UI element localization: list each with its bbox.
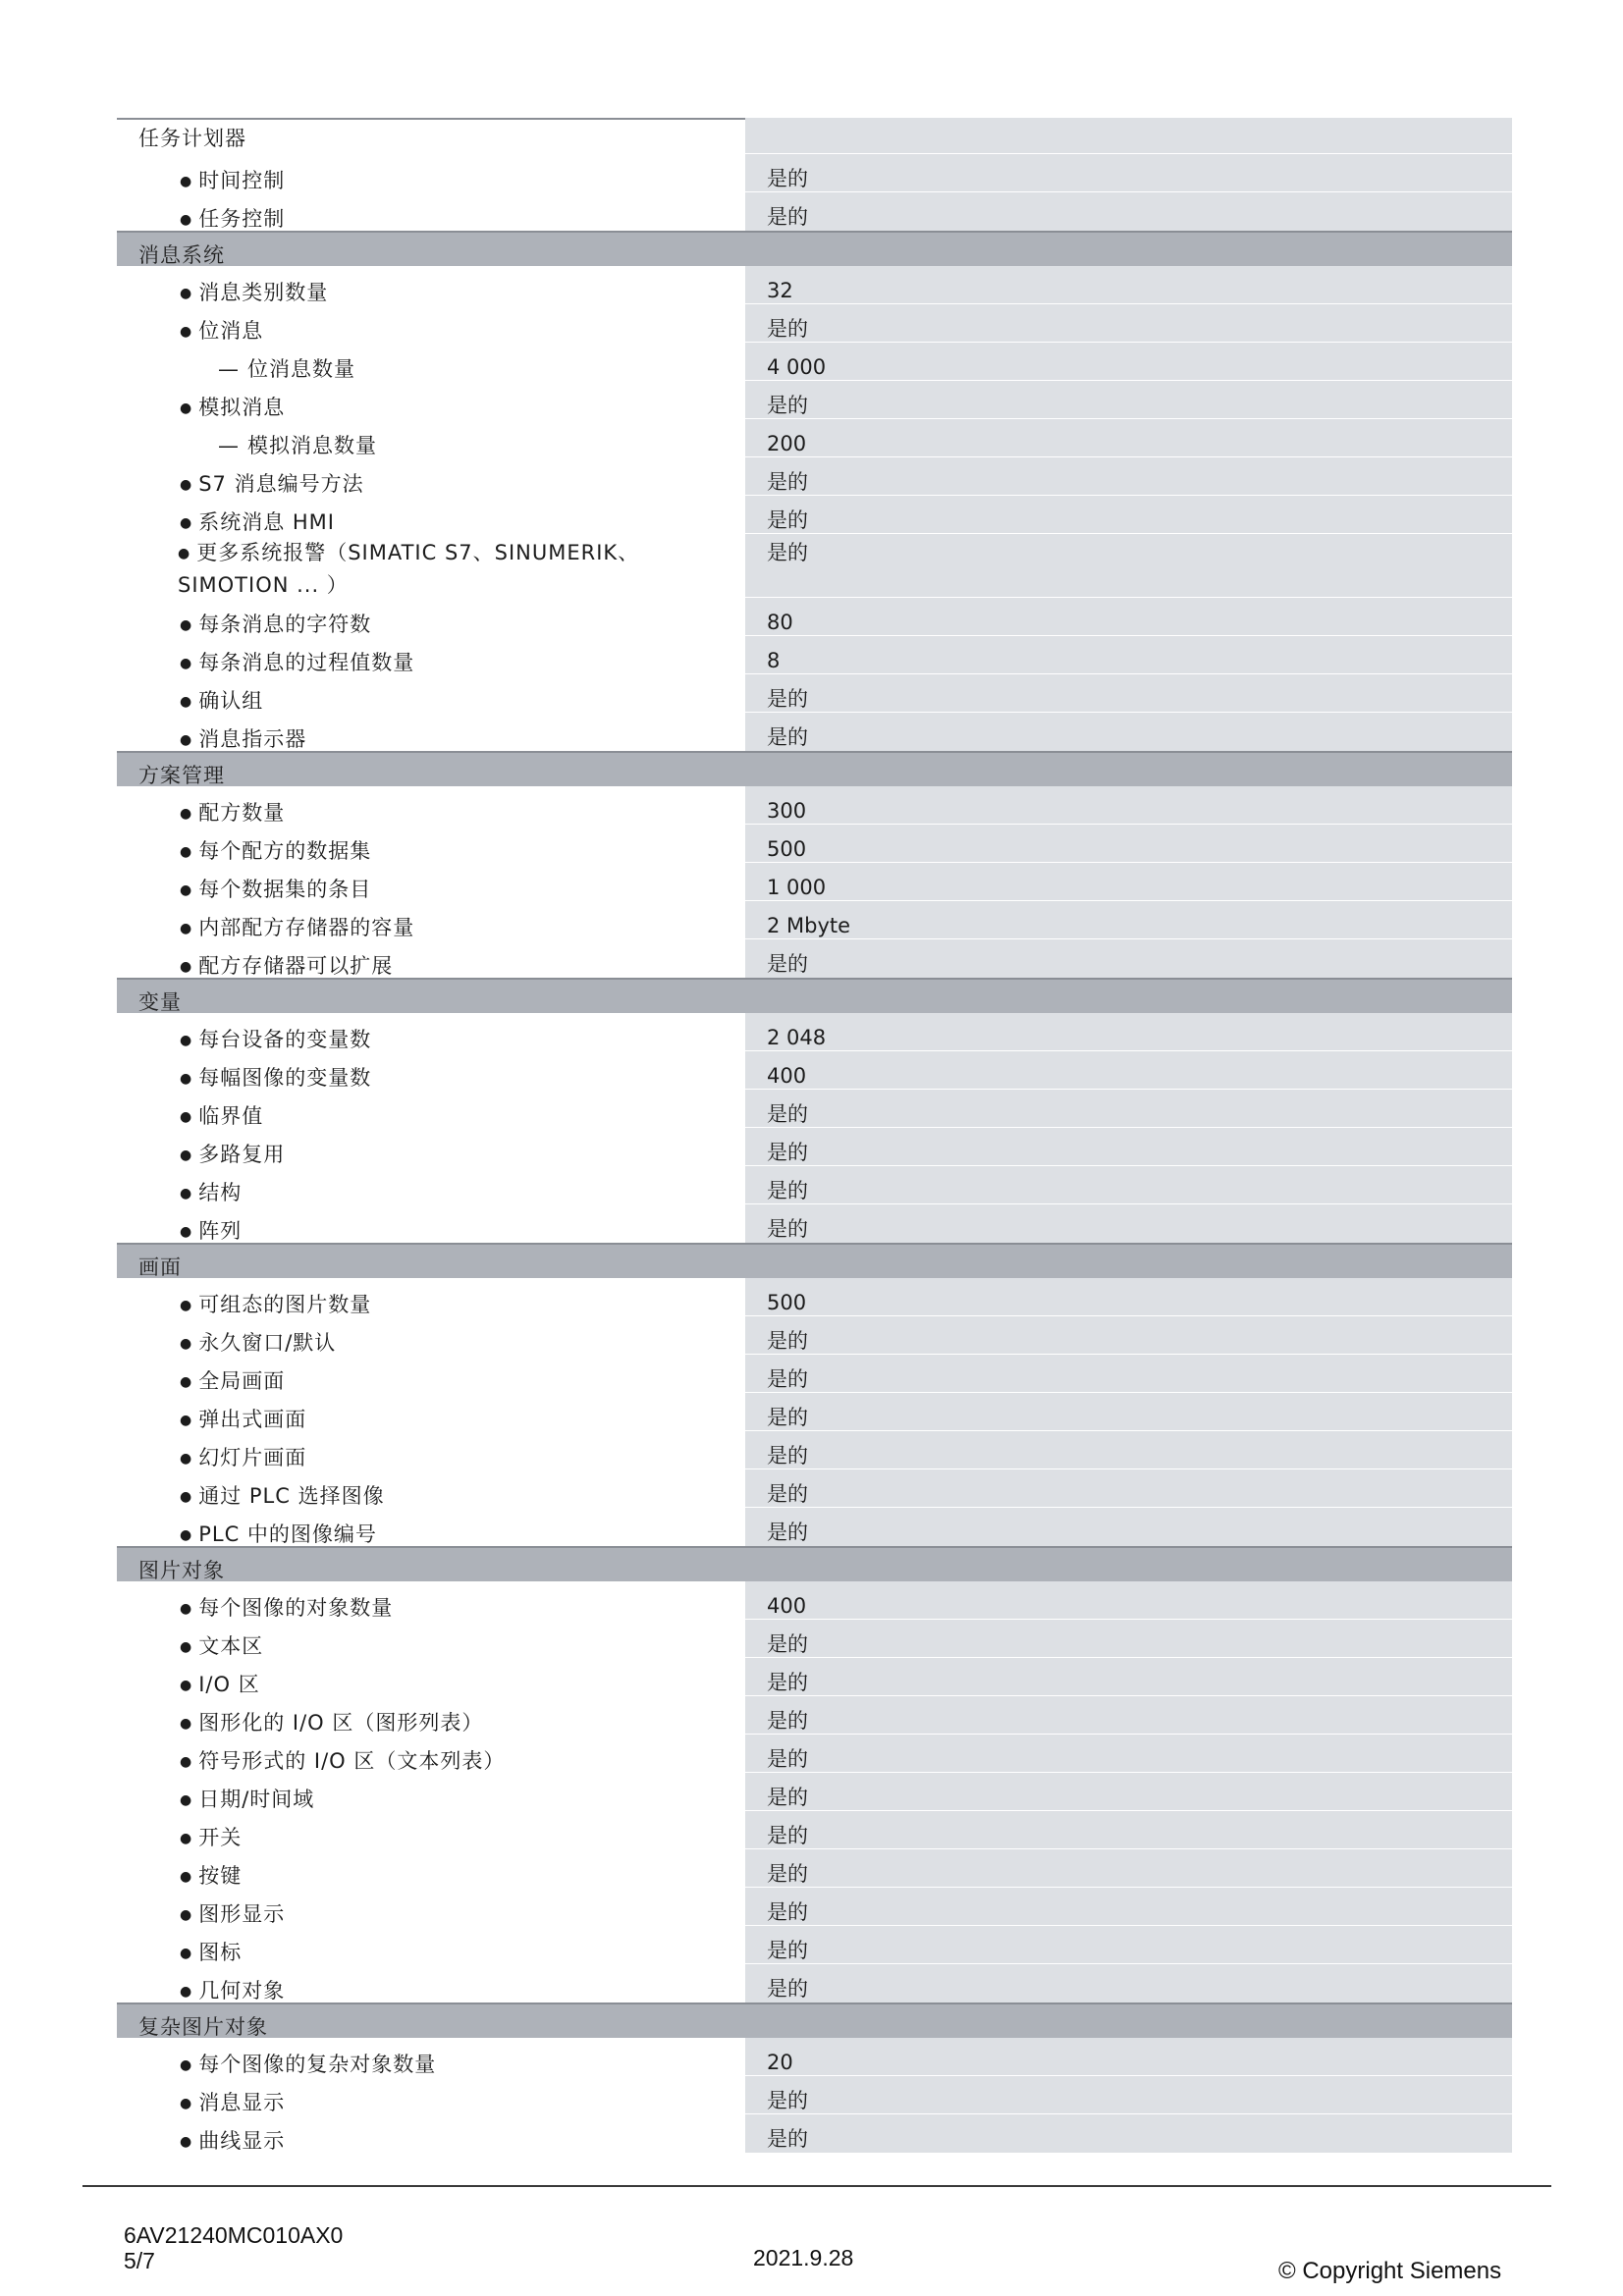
spec-value-cell bbox=[745, 939, 1512, 978]
section-header bbox=[117, 2002, 1512, 2038]
sub-item-label bbox=[218, 431, 377, 460]
spec-value-cell bbox=[745, 496, 1512, 534]
spec-value-cell bbox=[745, 1204, 1512, 1243]
spec-label-text: 几何对象 bbox=[198, 1979, 286, 2002]
spec-value: 是的 bbox=[767, 1521, 808, 1544]
spec-label-text: 消息指示器 bbox=[198, 727, 307, 751]
section-header-value-cell bbox=[745, 233, 1512, 266]
spec-label-cell bbox=[117, 1849, 745, 1888]
spec-value-cell bbox=[745, 1888, 1512, 1926]
spec-row bbox=[117, 901, 1512, 939]
spec-value-cell bbox=[745, 1696, 1512, 1735]
spec-row bbox=[117, 1316, 1512, 1355]
spec-value: 是的 bbox=[767, 2127, 808, 2151]
spec-row bbox=[117, 266, 1512, 304]
spec-label-text: 任务控制 bbox=[198, 207, 286, 231]
spec-value-cell bbox=[745, 304, 1512, 343]
spec-label-text: 位消息 bbox=[198, 319, 264, 343]
spec-label-cell bbox=[117, 1773, 745, 1811]
order-number: 6AV21240MC010AX0 bbox=[124, 2222, 344, 2248]
spec-label-text: 时间控制 bbox=[198, 169, 286, 192]
section-header-value-cell bbox=[745, 1245, 1512, 1278]
spec-label-text: PLC 中的图像编号 bbox=[198, 1522, 377, 1546]
spec-label-text: 通过 PLC 选择图像 bbox=[198, 1484, 385, 1508]
spec-label-cell bbox=[117, 496, 745, 534]
spec-label-cell bbox=[117, 1278, 745, 1316]
spec-label-cell bbox=[117, 1658, 745, 1696]
spec-row bbox=[117, 496, 1512, 534]
spec-value-cell bbox=[745, 1393, 1512, 1431]
spec-value-cell bbox=[745, 1278, 1512, 1316]
spec-row bbox=[117, 1090, 1512, 1128]
spec-row bbox=[117, 381, 1512, 419]
spec-value-cell bbox=[745, 534, 1512, 598]
spec-value: 是的 bbox=[767, 1747, 808, 1771]
spec-row bbox=[117, 1051, 1512, 1090]
spec-value: 是的 bbox=[767, 394, 808, 417]
section-header-value-cell bbox=[745, 118, 1512, 154]
page-number: 5/7 bbox=[124, 2248, 155, 2273]
spec-label-cell bbox=[117, 713, 745, 751]
spec-row bbox=[117, 304, 1512, 343]
spec-label-cell bbox=[117, 304, 745, 343]
spec-value: 是的 bbox=[767, 1977, 808, 2001]
spec-value: 是的 bbox=[767, 725, 808, 749]
spec-label-cell bbox=[117, 1696, 745, 1735]
spec-value: 是的 bbox=[767, 1217, 808, 1241]
spec-value-cell bbox=[745, 1431, 1512, 1469]
spec-label-cell bbox=[117, 1051, 745, 1090]
spec-value: 80 bbox=[767, 611, 793, 634]
spec-value: 是的 bbox=[767, 1141, 808, 1164]
spec-value-cell bbox=[745, 2076, 1512, 2114]
spec-value-cell bbox=[745, 419, 1512, 457]
spec-label-text: 按键 bbox=[198, 1864, 243, 1888]
spec-value-cell bbox=[745, 343, 1512, 381]
spec-value-cell bbox=[745, 1508, 1512, 1546]
spec-value: 是的 bbox=[767, 470, 808, 494]
section-header bbox=[117, 118, 1512, 154]
spec-label-text: 消息显示 bbox=[198, 2091, 286, 2114]
spec-row bbox=[117, 863, 1512, 901]
spec-label-text: 每个图像的对象数量 bbox=[198, 1596, 394, 1620]
section-header bbox=[117, 751, 1512, 786]
spec-value: 是的 bbox=[767, 541, 808, 564]
spec-row bbox=[117, 419, 1512, 457]
spec-row bbox=[117, 1888, 1512, 1926]
spec-value: 是的 bbox=[767, 1900, 808, 1924]
spec-label-text: 内部配方存储器的容量 bbox=[198, 916, 415, 939]
spec-value-cell bbox=[745, 825, 1512, 863]
spec-label-text: 每幅图像的变量数 bbox=[198, 1066, 372, 1090]
spec-row bbox=[117, 1581, 1512, 1620]
section-header bbox=[117, 978, 1512, 1013]
spec-label-text: 每个数据集的条目 bbox=[198, 878, 372, 901]
spec-value: 是的 bbox=[767, 1406, 808, 1429]
spec-value-cell bbox=[745, 674, 1512, 713]
spec-row bbox=[117, 1849, 1512, 1888]
section-header-value-cell bbox=[745, 1548, 1512, 1581]
spec-value: 是的 bbox=[767, 1862, 808, 1886]
spec-value: 是的 bbox=[767, 1632, 808, 1656]
spec-label-cell bbox=[117, 1811, 745, 1849]
spec-label-text: 日期/时间域 bbox=[198, 1788, 315, 1811]
spec-label-text: 临界值 bbox=[198, 1104, 264, 1128]
spec-label-cell bbox=[117, 1964, 745, 2002]
spec-label-text: 永久窗口/默认 bbox=[198, 1331, 337, 1355]
spec-label-text: 配方存储器可以扩展 bbox=[198, 954, 394, 978]
section-header-label-cell bbox=[117, 1245, 745, 1278]
section-header-label-cell bbox=[117, 118, 745, 154]
spec-value-cell bbox=[745, 1581, 1512, 1620]
spec-label-text: 阵列 bbox=[198, 1219, 243, 1243]
spec-label-cell bbox=[117, 266, 745, 304]
spec-row bbox=[117, 674, 1512, 713]
section-header-label-cell bbox=[117, 753, 745, 786]
spec-label-cell bbox=[117, 674, 745, 713]
spec-label-cell bbox=[117, 901, 745, 939]
section-title: 任务计划器 bbox=[138, 127, 246, 150]
spec-label-cell bbox=[117, 457, 745, 496]
spec-value-cell bbox=[745, 1773, 1512, 1811]
spec-label-text: 每个图像的复杂对象数量 bbox=[198, 2053, 437, 2076]
spec-value-cell bbox=[745, 1658, 1512, 1696]
sub-item-label bbox=[218, 354, 355, 384]
spec-row bbox=[117, 343, 1512, 381]
spec-value-cell bbox=[745, 1849, 1512, 1888]
spec-value-cell bbox=[745, 1355, 1512, 1393]
spec-value: 是的 bbox=[767, 1367, 808, 1391]
spec-label-text: 确认组 bbox=[198, 689, 264, 713]
spec-label-text: 全局画面 bbox=[198, 1369, 286, 1393]
spec-label-cell bbox=[117, 154, 745, 192]
spec-label-cell bbox=[117, 939, 745, 978]
spec-label-text: 可组态的图片数量 bbox=[198, 1293, 372, 1316]
spec-label-text: 符号形式的 I/O 区（文本列表） bbox=[198, 1749, 506, 1773]
section-title: 变量 bbox=[138, 990, 182, 1014]
spec-value: 400 bbox=[767, 1064, 807, 1088]
spec-value: 20 bbox=[767, 2051, 793, 2074]
section-header bbox=[117, 1243, 1512, 1278]
spec-value-cell bbox=[745, 636, 1512, 674]
spec-value-cell bbox=[745, 1964, 1512, 2002]
spec-value: 400 bbox=[767, 1594, 807, 1618]
spec-row bbox=[117, 2038, 1512, 2076]
spec-label-text: 每台设备的变量数 bbox=[198, 1028, 372, 1051]
spec-value: 是的 bbox=[767, 952, 808, 976]
spec-row bbox=[117, 825, 1512, 863]
spec-label-text: 更多系统报警（SIMATIC S7、SINUMERIK、SIMOTION ... ） bbox=[178, 541, 640, 597]
spec-label-cell bbox=[117, 1469, 745, 1508]
footer-left bbox=[124, 2222, 343, 2273]
spec-row bbox=[117, 1431, 1512, 1469]
spec-value-cell bbox=[745, 1051, 1512, 1090]
spec-label-cell bbox=[117, 786, 745, 825]
bullet-item-label bbox=[178, 538, 728, 600]
spec-label-cell bbox=[117, 1166, 745, 1204]
spec-row bbox=[117, 1128, 1512, 1166]
spec-row bbox=[117, 598, 1512, 636]
spec-row bbox=[117, 1508, 1512, 1546]
spec-label-text: 结构 bbox=[198, 1181, 243, 1204]
spec-value: 500 bbox=[767, 837, 807, 861]
spec-row bbox=[117, 1166, 1512, 1204]
section-header-value-cell bbox=[745, 980, 1512, 1013]
spec-row bbox=[117, 1926, 1512, 1964]
spec-row bbox=[117, 1355, 1512, 1393]
section-title: 消息系统 bbox=[138, 243, 225, 267]
spec-value-cell bbox=[745, 1090, 1512, 1128]
section-header-value-cell bbox=[745, 2004, 1512, 2038]
spec-label-text: 多路复用 bbox=[198, 1143, 286, 1166]
spec-label-cell bbox=[117, 343, 745, 381]
spec-row bbox=[117, 1204, 1512, 1243]
spec-row bbox=[117, 1735, 1512, 1773]
spec-value: 是的 bbox=[767, 317, 808, 341]
spec-row bbox=[117, 1620, 1512, 1658]
spec-table bbox=[117, 118, 1512, 2153]
spec-value: 2 048 bbox=[767, 1026, 827, 1049]
spec-value-cell bbox=[745, 154, 1512, 192]
spec-label-text: 每个配方的数据集 bbox=[198, 839, 372, 863]
spec-value: 是的 bbox=[767, 1102, 808, 1126]
spec-value: 是的 bbox=[767, 1329, 808, 1353]
spec-value: 是的 bbox=[767, 1179, 808, 1202]
spec-value-cell bbox=[745, 381, 1512, 419]
footer-divider bbox=[82, 2185, 1551, 2187]
spec-label-cell bbox=[117, 1355, 745, 1393]
spec-label-cell bbox=[117, 1204, 745, 1243]
spec-row bbox=[117, 939, 1512, 978]
spec-label-cell bbox=[117, 2038, 745, 2076]
spec-label-cell bbox=[117, 1013, 745, 1051]
spec-row bbox=[117, 534, 1512, 598]
spec-label-text: 图形显示 bbox=[198, 1902, 286, 1926]
spec-row bbox=[117, 1013, 1512, 1051]
spec-row bbox=[117, 786, 1512, 825]
spec-row bbox=[117, 457, 1512, 496]
spec-label-text: 系统消息 HMI bbox=[198, 510, 335, 534]
spec-value: 1 000 bbox=[767, 876, 827, 899]
spec-value-cell bbox=[745, 266, 1512, 304]
spec-row bbox=[117, 192, 1512, 231]
spec-label-text: 幻灯片画面 bbox=[198, 1446, 307, 1469]
section-title: 复杂图片对象 bbox=[138, 2015, 268, 2039]
spec-value-cell bbox=[745, 1469, 1512, 1508]
spec-label-text: 模拟消息 bbox=[198, 396, 286, 419]
spec-label-text: 每条消息的字符数 bbox=[198, 613, 372, 636]
spec-row bbox=[117, 636, 1512, 674]
spec-label-text: 位消息数量 bbox=[247, 357, 355, 381]
section-title: 图片对象 bbox=[138, 1559, 225, 1582]
spec-value: 200 bbox=[767, 432, 807, 455]
spec-label-cell bbox=[117, 863, 745, 901]
spec-value-cell bbox=[745, 1316, 1512, 1355]
spec-label-cell bbox=[117, 1508, 745, 1546]
spec-label-text: 曲线显示 bbox=[198, 2129, 286, 2153]
spec-row bbox=[117, 154, 1512, 192]
spec-label-cell bbox=[117, 1431, 745, 1469]
spec-value-cell bbox=[745, 457, 1512, 496]
spec-value: 是的 bbox=[767, 1482, 808, 1506]
spec-label-cell bbox=[117, 1316, 745, 1355]
section-header bbox=[117, 1546, 1512, 1581]
spec-label-cell bbox=[117, 1926, 745, 1964]
spec-row bbox=[117, 713, 1512, 751]
spec-value: 是的 bbox=[767, 167, 808, 190]
spec-label-text: 配方数量 bbox=[198, 801, 286, 825]
spec-value: 500 bbox=[767, 1291, 807, 1314]
spec-label-cell bbox=[117, 192, 745, 231]
spec-label-cell bbox=[117, 1393, 745, 1431]
spec-value: 是的 bbox=[767, 1671, 808, 1694]
spec-value-cell bbox=[745, 901, 1512, 939]
spec-label-cell bbox=[117, 381, 745, 419]
spec-value-cell bbox=[745, 1128, 1512, 1166]
spec-row bbox=[117, 1811, 1512, 1849]
section-header-label-cell bbox=[117, 2004, 745, 2038]
spec-row bbox=[117, 1393, 1512, 1431]
spec-value-cell bbox=[745, 1735, 1512, 1773]
spec-label-cell bbox=[117, 1735, 745, 1773]
spec-label-text: 弹出式画面 bbox=[198, 1408, 307, 1431]
spec-value: 8 bbox=[767, 649, 781, 672]
spec-label-cell bbox=[117, 1090, 745, 1128]
spec-value-cell bbox=[745, 1013, 1512, 1051]
spec-row bbox=[117, 1773, 1512, 1811]
spec-label-cell bbox=[117, 825, 745, 863]
spec-value: 32 bbox=[767, 279, 793, 302]
spec-label-text: 消息类别数量 bbox=[198, 281, 329, 304]
section-header bbox=[117, 231, 1512, 266]
spec-label-cell bbox=[117, 419, 745, 457]
spec-label-text: S7 消息编号方法 bbox=[198, 472, 364, 496]
spec-label-cell bbox=[117, 1128, 745, 1166]
spec-row bbox=[117, 2076, 1512, 2114]
spec-value-cell bbox=[745, 713, 1512, 751]
spec-value: 是的 bbox=[767, 1824, 808, 1847]
section-header-label-cell bbox=[117, 233, 745, 266]
spec-label-text: 图标 bbox=[198, 1941, 243, 1964]
spec-label-cell bbox=[117, 1620, 745, 1658]
spec-value-cell bbox=[745, 192, 1512, 231]
section-header-label-cell bbox=[117, 980, 745, 1013]
spec-value: 是的 bbox=[767, 1444, 808, 1468]
spec-value: 是的 bbox=[767, 508, 808, 532]
spec-label-cell bbox=[117, 598, 745, 636]
spec-value-cell bbox=[745, 1926, 1512, 1964]
spec-row bbox=[117, 1469, 1512, 1508]
spec-value-cell bbox=[745, 2038, 1512, 2076]
footer-copyright: © Copyright Siemens bbox=[1278, 2258, 1502, 2284]
spec-value: 是的 bbox=[767, 205, 808, 229]
spec-row bbox=[117, 1964, 1512, 2002]
spec-label-cell bbox=[117, 1581, 745, 1620]
section-header-label-cell bbox=[117, 1548, 745, 1581]
spec-label-cell bbox=[117, 534, 745, 598]
bullet-item-label bbox=[180, 2126, 285, 2159]
footer-date: 2021.9.28 bbox=[753, 2245, 854, 2270]
section-title: 画面 bbox=[138, 1255, 182, 1279]
spec-value: 是的 bbox=[767, 687, 808, 711]
spec-value-cell bbox=[745, 598, 1512, 636]
spec-value-cell bbox=[745, 863, 1512, 901]
spec-label-text: 开关 bbox=[198, 1826, 243, 1849]
spec-label-cell bbox=[117, 2076, 745, 2114]
spec-value: 4 000 bbox=[767, 355, 827, 379]
spec-label-text: 图形化的 I/O 区（图形列表） bbox=[198, 1711, 484, 1735]
spec-value-cell bbox=[745, 1620, 1512, 1658]
spec-label-text: 文本区 bbox=[198, 1634, 264, 1658]
spec-value: 是的 bbox=[767, 1939, 808, 1962]
spec-value: 2 Mbyte bbox=[767, 914, 851, 937]
spec-label-cell bbox=[117, 636, 745, 674]
spec-value: 是的 bbox=[767, 2089, 808, 2112]
spec-label-cell bbox=[117, 1888, 745, 1926]
spec-value-cell bbox=[745, 1811, 1512, 1849]
section-header-value-cell bbox=[745, 753, 1512, 786]
spec-value-cell bbox=[745, 786, 1512, 825]
spec-value: 是的 bbox=[767, 1709, 808, 1733]
spec-value: 300 bbox=[767, 799, 807, 823]
spec-label-text: 每条消息的过程值数量 bbox=[198, 651, 415, 674]
spec-label-text: 模拟消息数量 bbox=[247, 434, 377, 457]
section-title: 方案管理 bbox=[138, 764, 225, 787]
spec-label-text: I/O 区 bbox=[198, 1673, 260, 1696]
spec-row bbox=[117, 1658, 1512, 1696]
spec-row bbox=[117, 2114, 1512, 2153]
spec-value-cell bbox=[745, 2114, 1512, 2153]
spec-label-cell bbox=[117, 2114, 745, 2153]
spec-row bbox=[117, 1278, 1512, 1316]
spec-value-cell bbox=[745, 1166, 1512, 1204]
spec-value: 是的 bbox=[767, 1786, 808, 1809]
spec-row bbox=[117, 1696, 1512, 1735]
